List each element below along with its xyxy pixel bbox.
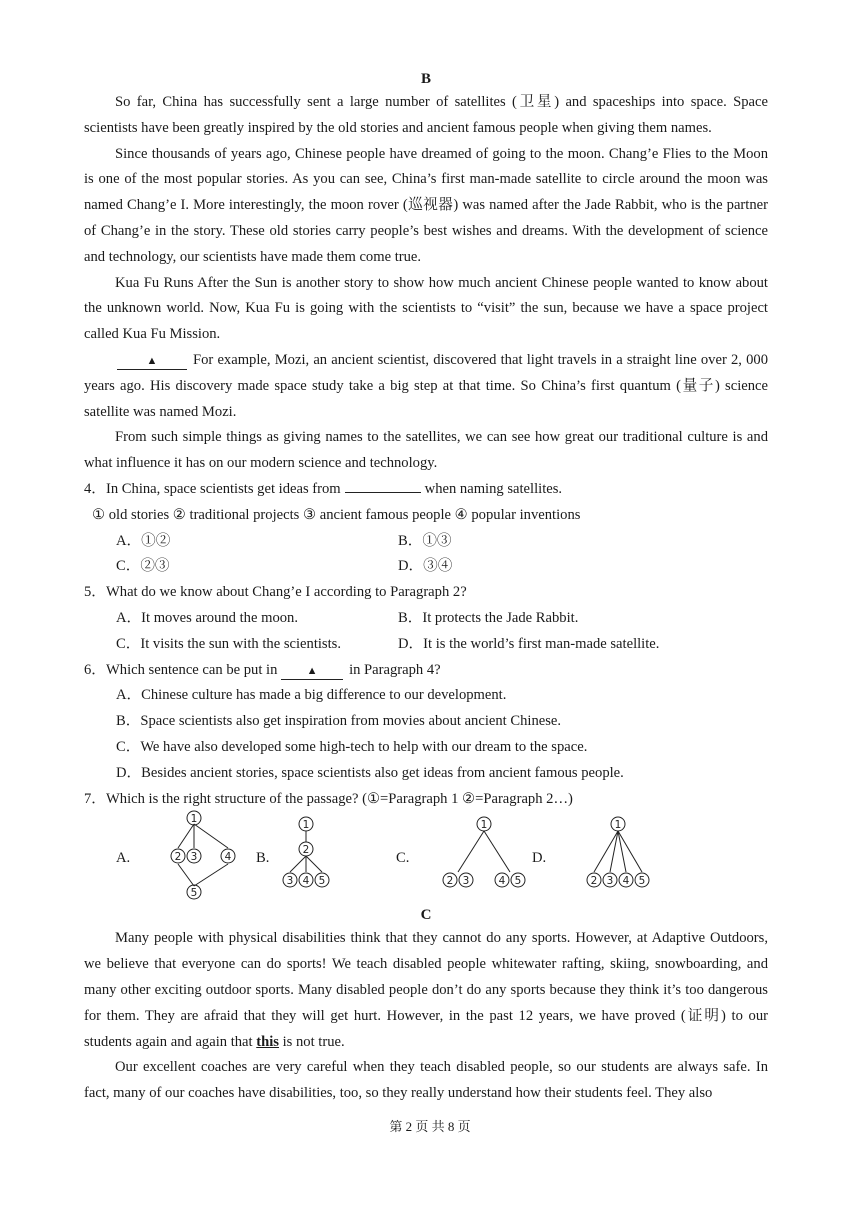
question-number: 7． xyxy=(84,790,106,807)
passage-b-paragraph-1: So far, China has successfully sent a large number of satellites (卫星) and spaceships into space. Space scientists have been greatly inspired by the old stories and ancient famous people when giving them names. xyxy=(84,94,768,136)
page-footer: 第 2 页 共 8 页 xyxy=(389,1119,471,1134)
option-b: B．It protects the Jade Rabbit. xyxy=(398,609,579,626)
question-4-options-row-1 xyxy=(84,529,768,555)
diagram-label: D. xyxy=(532,850,547,867)
question-stem: Which is the right structure of the passage? (①=Paragraph 1 ②=Paragraph 2…) xyxy=(106,790,573,807)
option-d: D．Besides ancient stories, space scientists also get ideas from ancient famous people. xyxy=(116,764,624,781)
question-4 xyxy=(84,477,768,503)
node-3: 3 xyxy=(462,875,470,888)
edge xyxy=(290,856,306,872)
diagram-label: C. xyxy=(396,850,410,867)
answer-blank-mark: ▲ xyxy=(117,353,187,370)
node-1: 1 xyxy=(302,819,310,832)
edge xyxy=(484,831,510,872)
node-1: 1 xyxy=(480,819,488,832)
diagram-c-tree xyxy=(420,812,530,902)
question-6 xyxy=(84,658,768,684)
answer-blank-mark: ▲ xyxy=(281,663,343,680)
question-number: 5． xyxy=(84,584,106,601)
underlined-word-this: this xyxy=(256,1033,279,1050)
question-stem-before: In China, space scientists get ideas from xyxy=(106,480,341,497)
node-4: 4 xyxy=(302,875,310,888)
edge xyxy=(458,831,484,872)
fill-blank xyxy=(345,478,421,493)
edge xyxy=(194,824,228,848)
edge xyxy=(306,856,322,872)
page-content xyxy=(84,68,768,1107)
question-stem: What do we know about Chang’e I according to Paragraph 2? xyxy=(106,584,467,601)
option-a: A．It moves around the moon. xyxy=(116,609,298,626)
section-b-title: B xyxy=(420,71,431,87)
passage-b-paragraph-4 xyxy=(84,348,768,425)
node-5: 5 xyxy=(318,875,326,888)
question-5-options-row-2 xyxy=(84,632,768,658)
question-4-options-row-2 xyxy=(84,554,768,580)
node-3: 3 xyxy=(190,851,198,864)
structure-diagrams xyxy=(84,812,768,904)
question-7 xyxy=(84,787,768,813)
node-1: 1 xyxy=(190,813,198,826)
edge xyxy=(178,864,194,886)
node-2: 2 xyxy=(590,875,598,888)
question-4-items: ① old stories ② traditional projects ③ ancient famous people ④ popular inventions xyxy=(92,506,581,523)
node-2: 2 xyxy=(302,844,310,857)
node-4: 4 xyxy=(498,875,506,888)
node-2: 2 xyxy=(174,851,182,864)
question-stem-after: when naming satellites. xyxy=(424,480,563,497)
node-5: 5 xyxy=(190,887,198,900)
question-number: 4． xyxy=(84,480,106,497)
option-a: A．Chinese culture has made a big difference to our development. xyxy=(116,687,507,704)
option-b: B．①③ xyxy=(398,532,452,549)
paragraph-text-end: is not true. xyxy=(278,1033,345,1050)
section-c-title: C xyxy=(420,907,432,924)
node-5: 5 xyxy=(638,875,646,888)
node-1: 1 xyxy=(614,819,622,832)
diagram-label: B. xyxy=(256,850,270,867)
node-4: 4 xyxy=(622,875,630,888)
question-5 xyxy=(84,580,768,606)
diagram-b-tree xyxy=(276,812,356,902)
option-c: C．It visits the sun with the scientists. xyxy=(116,635,341,652)
paragraph-text: Many people with physical disabilities think that they cannot do any sports. However, at Adaptive Outdoors, we believe that everyone can do sports! We teach disabled people whitewater rafting, skiing, snowboarding, and many other exciting outdoor sports. Many disabled people don’t do any sports because they think it’s too dangerous for them. They are afraid that they will get hurt. However, in the past 12 years, we have proved (证明) to our students again and again that xyxy=(84,930,768,1050)
option-c: C．We have also developed some high-tech to help with our dream to the space. xyxy=(116,738,588,755)
question-number: 6． xyxy=(84,661,106,678)
option-b: B．Space scientists also get inspiration from movies about ancient Chinese. xyxy=(116,713,562,730)
node-4: 4 xyxy=(224,851,232,864)
option-d: D．It is the world’s first man-made satellite. xyxy=(398,635,660,652)
passage-b-paragraph-5: From such simple things as giving names to the satellites, we can see how great our traditional culture is and what influence it has on our modern science and technology. xyxy=(84,429,768,472)
diagram-label: A. xyxy=(116,850,131,867)
option-a: A．①② xyxy=(116,532,171,549)
diagram-a-tree xyxy=(140,812,250,902)
edge xyxy=(194,864,228,886)
question-5-options-row-1 xyxy=(84,606,768,632)
node-5: 5 xyxy=(514,875,522,888)
passage-b-paragraph-3: Kua Fu Runs After the Sun is another story to show how much ancient Chinese people wanted to know about the unknown world. Now, Kua Fu is going with the scientists to “visit” the sun, because we have a space project called Kua Fu Mission. xyxy=(84,274,768,343)
passage-c-paragraph-2: Our excellent coaches are very careful when they teach disabled people, so our students are always safe. In fact, many of our coaches have disabilities, too, so they really understand how their students feel. They also xyxy=(84,1059,768,1102)
node-3: 3 xyxy=(286,875,294,888)
paragraph-4-text: For example, Mozi, an ancient scientist, discovered that light travels in a straight line over 2, 000 years ago. His discovery made space study take a big step at that time. So China’s first quantum (量子) science satellite was named Mozi. xyxy=(84,351,768,420)
question-stem-before: Which sentence can be put in xyxy=(106,661,278,678)
diagram-d-tree xyxy=(558,812,648,902)
passage-b-paragraph-2: Since thousands of years ago, Chinese people have dreamed of going to the moon. Chang’e Flies to the Moon is one of the most popular stories. As you can see, China’s first man-made satellite to circle around the moon was named Chang’e I. More interestingly, the moon rover (巡视器) was named after the Jade Rabbit, who is the partner of Chang’e in the story. These old stories carry people’s best wishes and dreams. With the development of science and technology, our scientists have made them come true. xyxy=(84,145,768,265)
question-stem-after: in Paragraph 4? xyxy=(349,661,441,678)
option-d: D．③④ xyxy=(398,558,453,575)
passage-c-paragraph-1 xyxy=(84,926,768,1055)
node-3: 3 xyxy=(606,875,614,888)
option-c: C．②③ xyxy=(116,558,170,575)
edge xyxy=(178,824,194,848)
node-2: 2 xyxy=(446,875,454,888)
